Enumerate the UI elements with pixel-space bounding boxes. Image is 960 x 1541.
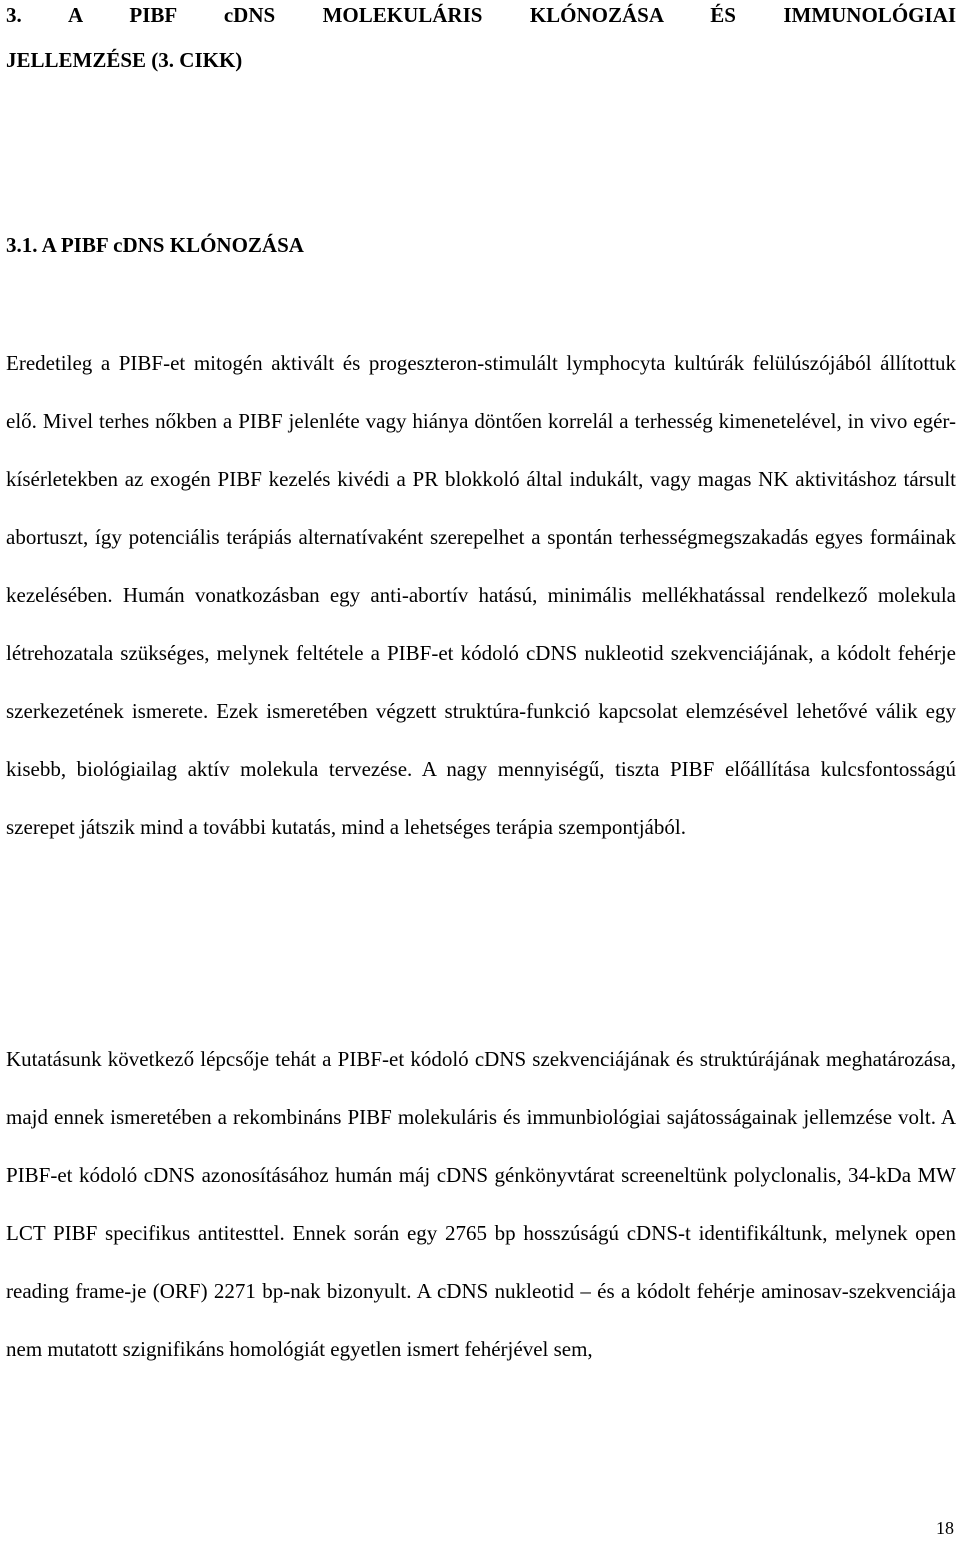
paragraph-2: Kutatásunk következő lépcsője tehát a PIBF-et kódoló cDNS szekvenciájának és struktúrájának meghatározása, majd ennek ismeretében a rekombináns PIBF molekuláris és immunbiológiai sajátosságainak jellemzése volt. A PIBF-et kódoló cDNS azonosításához humán máj cDNS génkönyvtárat screeneltünk polyclonalis, 34-kDa MW LCT PIBF specifikus antitesttel. Ennek során egy 2765 bp hosszúságú cDNS-t identifikáltunk, melynek open reading frame-je (ORF) 2271 bp-nak bizonyult. A cDNS nukleotid – és a kódolt fehérje aminosav-szekvenciája nem mutatott szignifikáns homológiát egyetlen ismert fehérjével sem, (6, 1047, 956, 1361)
subsection-heading: 3.1. A PIBF cDNS KLÓNOZÁSA (6, 233, 304, 257)
section-heading-line-1: 3. A PIBF cDNS MOLEKULÁRIS KLÓNOZÁSA ÉS IMMUNOLÓGIAI (6, 3, 956, 27)
paragraph-1: Eredetileg a PIBF-et mitogén aktivált és progeszteron-stimulált lymphocyta kultúrák felülúszójából állítottuk elő. Mivel terhes nőkben a PIBF jelenléte vagy hiánya döntően korrelál a terhesség kimenetelével, in vivo egér-kísérletekben az exogén PIBF kezelés kivédi a PR blokkoló által indukált, vagy magas NK aktivitáshoz társult abortuszt, így potenciális terápiás alternatívaként szerepelhet a spontán terhességmegszakadás egyes formáinak kezelésében. Humán vonatkozásban egy anti-abortív hatású, minimális mellékhatással rendelkező molekula létrehozatala szükséges, melynek feltétele a PIBF-et kódoló cDNS nukleotid szekvenciájának, a kódolt fehérje szerkezetének ismerete. Ezek ismeretében végzett struktúra-funkció kapcsolat elemzésével lehetővé válik egy kisebb, biológiailag aktív molekula tervezése. A nagy mennyiségű, tiszta PIBF előállítása kulcsfontosságú szerepet játszik mind a további kutatás, mind a lehetséges terápia szempontjából. (6, 351, 956, 839)
section-heading (6, 0, 956, 83)
section-heading-line-2: JELLEMZÉSE (3. CIKK) (6, 48, 243, 72)
page-number: 18 (936, 1518, 954, 1538)
